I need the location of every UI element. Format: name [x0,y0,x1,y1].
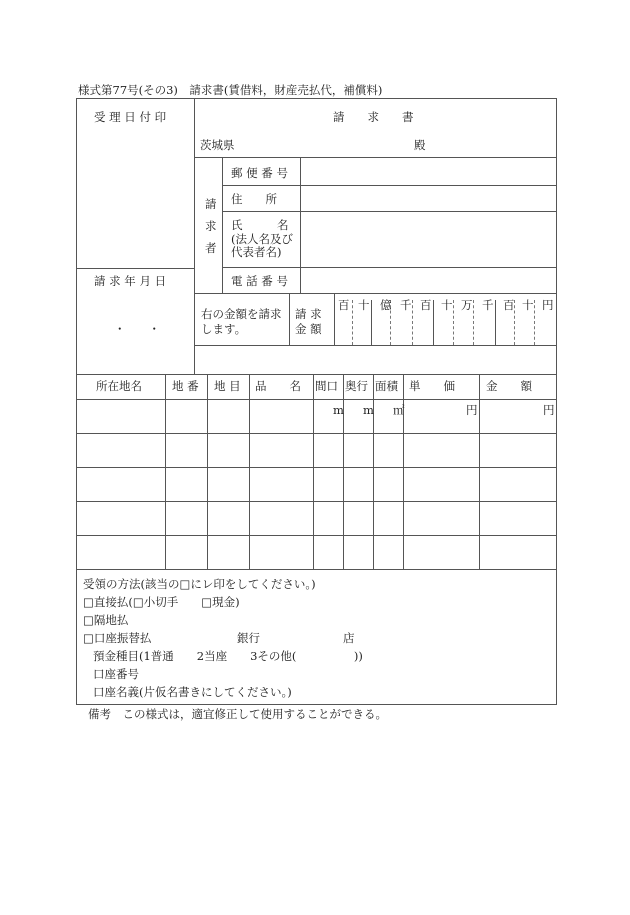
request-date-dots: ・ ・ [114,322,160,336]
postal-line [222,185,557,186]
receipt-bank: 銀行 [237,631,260,645]
receipt-deposit-type: 預金種目(1普通 2当座 3その他( )) [93,649,363,663]
claimant-label-divider [300,157,301,293]
table-header-area: 面積 [375,379,398,393]
unit-amount: 円 [543,403,555,417]
table-header-land-category: 地 目 [214,379,241,393]
reception-date-divider [76,268,194,269]
address-label: 住 所 [231,192,277,206]
table-header-depth: 奥行 [345,379,368,393]
form-header: 様式第77号(その3) 請求書(賃借料，財産売払代，補償料) [78,83,383,97]
footnote: 備考 この様式は，適宜修正して使用することができる。 [88,707,387,721]
table-row-line [76,433,557,434]
unit-area: ㎡ [393,403,405,417]
table-header-line [76,399,557,400]
addressee-sama: 殿 [414,138,426,152]
table-row-line [76,501,557,502]
digit-divider [371,300,372,345]
digit-label: 億 [380,298,392,312]
digit-divider [495,300,496,345]
title-underline [194,157,557,158]
table-header-unit-price: 単 価 [409,379,455,393]
digit-divider [412,300,413,345]
claimant-label-3: 者 [205,241,217,255]
digit-label: 百 [420,298,432,312]
phone-label: 電 話 番 号 [231,274,288,288]
receipt-account-name: 口座名義(片仮名書きにしてください。) [93,685,292,699]
table-header-item-name: 品 名 [255,379,301,393]
receipt-account-number: 口座番号 [93,667,139,681]
amount-statement: 右の金額を請求します。 [201,307,282,336]
amount-label-right [334,293,335,345]
table-header-lot-number: 地 番 [172,379,199,393]
receipt-transfer: □口座振替払 [83,631,152,645]
claimant-group-divider [222,157,223,293]
digit-label: 十 [358,298,370,312]
table-header-location: 所在地名 [96,379,142,393]
request-date-label: 請 求 年 月 日 [94,274,167,288]
form-title: 請 求 書 [333,110,414,124]
phone-line [194,293,557,294]
digit-label: 十 [441,298,453,312]
receipt-direct: □直接払(□小切手 □現金) [83,595,240,609]
receipt-branch: 店 [343,631,355,645]
unit-depth: m [363,403,374,417]
unit-frontage: m [333,403,344,417]
postal-code-label: 郵 便 番 号 [231,166,288,180]
digit-label: 万 [461,298,473,312]
digit-label: 百 [503,298,515,312]
table-col-line [165,374,166,569]
table-col-line [313,374,314,569]
digit-label: 百 [338,298,350,312]
table-col-line [249,374,250,569]
amount-label-left [289,293,290,345]
digit-divider [433,300,434,345]
claimant-label-1: 請 [205,197,217,211]
digit-divider [534,300,535,345]
receipt-remote: □隔地払 [83,613,129,627]
table-bottom-line [76,569,557,570]
claimant-label-2: 求 [205,219,217,233]
table-header-amount: 金 額 [486,379,532,393]
addressee: 茨城県 [200,138,235,152]
address-line [222,211,557,212]
top-section-bottom [76,374,557,375]
reception-stamp-label: 受 理 日 付 印 [94,110,167,124]
digit-label: 千 [400,298,412,312]
amount-label: 請 求 金 額 [295,307,322,336]
digit-divider [453,300,454,345]
name-line [222,267,557,268]
digit-label: 円 [542,298,554,312]
top-left-divider [194,98,195,374]
table-col-line [479,374,480,569]
unit-unit-price: 円 [466,403,478,417]
digit-label: 十 [522,298,534,312]
receipt-method-title: 受領の方法(該当の□にレ印をしてください。) [83,577,316,591]
table-row-line [76,535,557,536]
form-outer-frame [76,98,557,705]
amount-line [194,345,557,346]
digit-divider [352,300,353,345]
table-header-frontage: 間口 [315,379,338,393]
name-sublabel: (法人名及び代表者名) [231,232,293,259]
name-label: 氏 名 [231,218,289,232]
table-row-line [76,467,557,468]
digit-label: 千 [482,298,494,312]
digit-divider [473,300,474,345]
table-col-line [207,374,208,569]
